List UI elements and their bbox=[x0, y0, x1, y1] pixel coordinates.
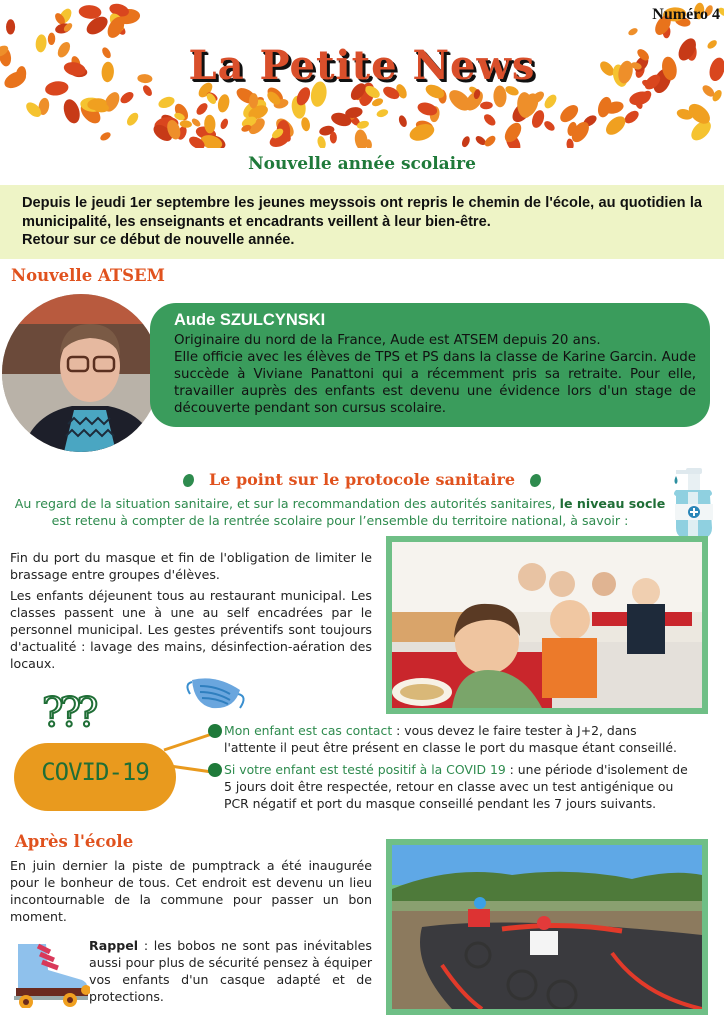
atsem-heading: Nouvelle ATSEM bbox=[11, 266, 165, 285]
canteen-photo-illustration bbox=[392, 542, 702, 708]
intro-box bbox=[0, 185, 724, 259]
protocol-heading: Le point sur le protocole sanitaire bbox=[208, 470, 516, 489]
leaf-shape bbox=[482, 112, 498, 128]
leaf-bullet-icon bbox=[530, 474, 541, 487]
protocol-paragraph-1: Fin du port du masque et fin de l'obligation de limiter le brassage entre groupes d'élèves. bbox=[10, 550, 372, 582]
covid-rule-highlight: Si votre enfant est testé positif à la COVID 19 bbox=[224, 762, 506, 777]
reminder-paragraph bbox=[89, 937, 372, 1005]
after-school-heading: Après l'école bbox=[15, 832, 134, 851]
leaf-shape bbox=[6, 19, 15, 34]
leaf-shape bbox=[480, 101, 493, 109]
issue-number: Numéro 4 bbox=[652, 6, 720, 23]
leaf-shape bbox=[603, 113, 629, 139]
covid-label: COVID-19 bbox=[41, 758, 149, 786]
leaf-shape bbox=[216, 93, 231, 113]
leaf-shape bbox=[157, 95, 176, 111]
leaf-shape bbox=[596, 95, 614, 119]
protocol-paragraph-2: Les enfants déjeunent tous au restaurant municipal. Les classes passent une à une au self encadrées par le personnel municipal. Les gestes préventifs sont toujours d'actualité : lavage des mains, désinfection-aération des locaux. bbox=[10, 588, 372, 671]
protocol-intro-bold: le niveau socle bbox=[559, 496, 666, 511]
bullet-dot-icon bbox=[208, 724, 222, 738]
atsem-bio-line1: Originaire du nord de la France, Aude est ATSEM depuis 20 ans. bbox=[174, 333, 601, 348]
leaf-shape bbox=[194, 101, 209, 117]
pumptrack-photo-illustration bbox=[392, 845, 702, 1009]
portrait-illustration bbox=[2, 294, 160, 452]
bullet-dot-icon bbox=[208, 763, 222, 777]
leaf-shape bbox=[316, 135, 327, 148]
pumptrack-paragraph: En juin dernier la piste de pumptrack a été inaugurée pour le bonheur de tous. Cet endroit est devenu un lieu incontournable de la commune pour passer un bon moment. bbox=[10, 858, 372, 924]
reminder-label: Rappel bbox=[89, 938, 139, 953]
leaf-shape bbox=[330, 132, 337, 144]
protocol-intro bbox=[10, 496, 670, 529]
covid-rule-contact bbox=[208, 722, 688, 756]
leaf-shape bbox=[125, 111, 141, 128]
covid-rule-text: : une période d'isolement de 5 jours doit être respectée, retour en classe avec un test antigénique ou PCR négatif et port du masque conseillé pendant les 7 jours suivants. bbox=[224, 762, 688, 811]
hand-sanitizer-icon bbox=[666, 466, 714, 546]
pumptrack-photo bbox=[386, 839, 708, 1015]
leaf-shape bbox=[371, 97, 384, 108]
covid-rule-highlight: Mon enfant est cas contact bbox=[224, 723, 393, 738]
leaf-shape bbox=[219, 117, 229, 130]
leaf-shape bbox=[542, 119, 556, 132]
leaf-shape bbox=[61, 97, 83, 125]
covid-rules-list bbox=[208, 722, 688, 817]
leaf-shape bbox=[542, 92, 559, 110]
protocol-intro-text-2: est retenu à compter de la rentrée scolaire pour l’ensemble du territoire national, à savoir : bbox=[51, 512, 629, 528]
intro-text-2: Retour sur ce début de nouvelle année. bbox=[22, 232, 295, 248]
leaf-shape bbox=[627, 27, 639, 37]
leaf-shape bbox=[300, 117, 311, 132]
face-mask-icon bbox=[182, 670, 248, 716]
protocol-intro-text: Au regard de la situation sanitaire, et sur la recommandation des autorités sanitaires, bbox=[14, 496, 560, 511]
canteen-photo bbox=[386, 536, 708, 714]
leaf-shape bbox=[99, 131, 112, 143]
reminder-text: : les bobos ne sont pas inévitables aussi pour plus de sécurité pensez à équiper vos enfants d'un casque adapté et de protections. bbox=[89, 938, 372, 1004]
leaf-shape bbox=[190, 117, 202, 128]
newsletter-title: La Petite News bbox=[188, 42, 536, 89]
covid-rule-text: : vous devez le faire tester à J+2, dans l'attente il peut être présent en classe le port du masque étant conseillé. bbox=[224, 723, 677, 755]
leaf-shape bbox=[557, 102, 581, 126]
covid-rule-positive bbox=[208, 761, 688, 812]
protocol-heading-row bbox=[0, 470, 724, 489]
atsem-name: Aude SZULCYNSKI bbox=[174, 311, 326, 329]
leaf-bullet-icon bbox=[183, 474, 194, 487]
leaf-shape bbox=[460, 135, 471, 148]
section-title-school-year: Nouvelle année scolaire bbox=[248, 154, 476, 174]
roller-skate-icon bbox=[10, 938, 90, 1012]
atsem-portrait-photo bbox=[2, 294, 160, 452]
question-marks-decoration: ??? bbox=[42, 690, 95, 736]
atsem-bio: Elle officie avec les élèves de TPS et PS dans la classe de Karine Garcin. Aude succède à Viviane Panattoni qui a récemment pris sa retraite. Pour elle, travailler auprès des enfants est devenu une évidence lors d'un stage de découverte pendant son cursus scolaire. bbox=[174, 350, 696, 416]
intro-text: Depuis le jeudi 1er septembre les jeunes meyssois ont repris le chemin de l'école, au quotidien la municipalité, les enseignants et encadrants veillent à leur bien-être. bbox=[22, 195, 702, 230]
leaf-shape bbox=[397, 114, 408, 128]
leaf-shape bbox=[118, 90, 135, 106]
leaf-shape bbox=[376, 108, 390, 119]
atsem-profile-card bbox=[150, 303, 710, 427]
